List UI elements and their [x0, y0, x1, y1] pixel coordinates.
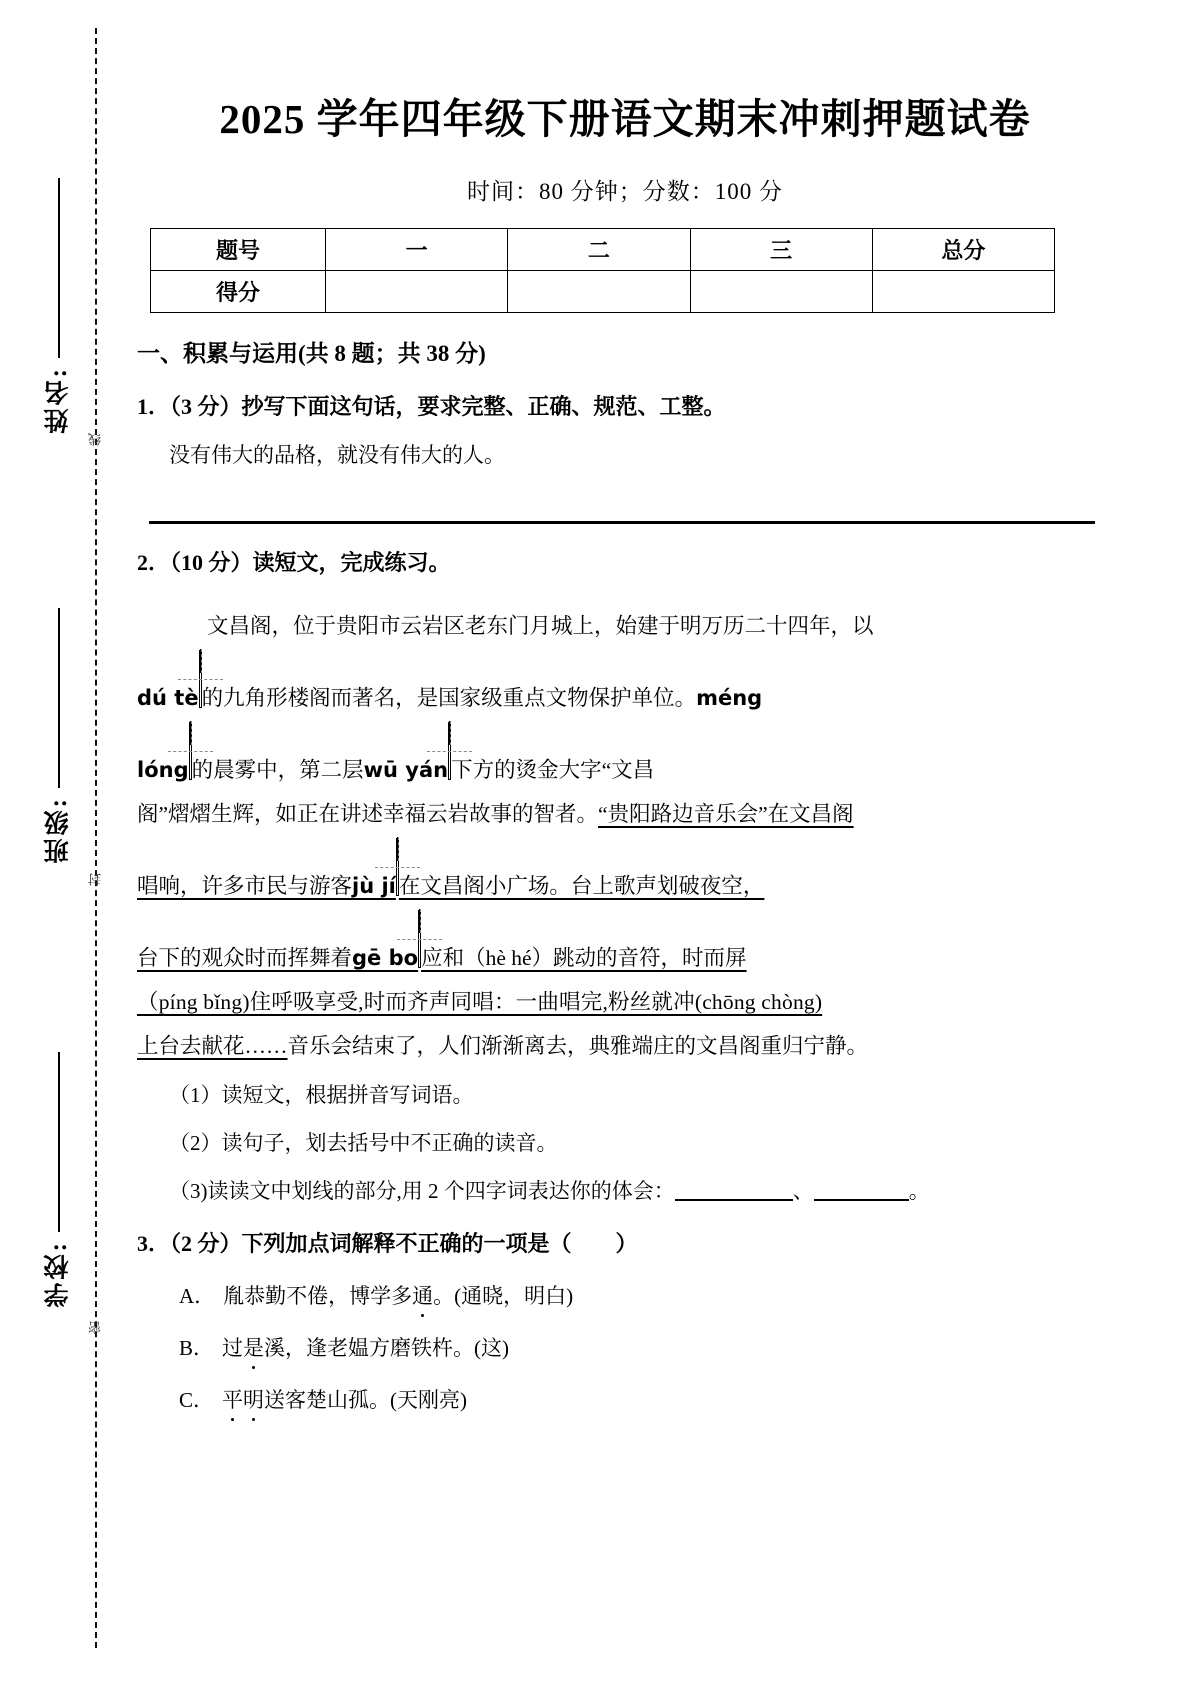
question-1-sentence: 没有伟大的品格，就没有伟大的人。 — [169, 443, 505, 467]
seal-char-xian: 线 — [88, 432, 103, 446]
pinyin-ju-ji: jù jí — [352, 874, 396, 898]
table-row — [151, 271, 1055, 313]
score-cell-1[interactable] — [508, 271, 690, 313]
passage-line-4 — [137, 789, 1107, 829]
passage-line-5 — [137, 833, 1107, 901]
passage-underlined-text: 应和（hè hé）跳动的音符，时而屏 — [421, 945, 747, 970]
question-2-sub-3 — [169, 1175, 1107, 1205]
option-a-pre: 胤恭勤不倦，博学多 — [223, 1284, 413, 1308]
score-col-header-1: 二 — [508, 229, 690, 271]
option-c-dotted-char-1: 平 — [222, 1384, 243, 1414]
score-col-header-3: 总分 — [872, 229, 1054, 271]
question-2-sub-2: （2）读句子，划去括号中不正确的读音。 — [169, 1131, 558, 1155]
score-cell-3[interactable] — [872, 271, 1054, 313]
pinyin-wu-yan: wū yán — [363, 758, 449, 782]
score-table — [150, 228, 1055, 313]
passage-underlined-text: 台下的观众时而挥舞着 — [137, 945, 353, 970]
passage-text: 音乐会结束了，人们渐渐离去，典雅端庄的文昌阁重归宁静。 — [287, 1033, 869, 1058]
sub3-period: 。 — [908, 1179, 930, 1203]
option-b-tag: B． — [179, 1336, 215, 1360]
option-c-tag: C． — [179, 1388, 215, 1412]
score-row-header-0: 题号 — [151, 229, 326, 271]
tianzige-grid-ge-bo[interactable] — [418, 910, 421, 968]
table-row — [151, 229, 1055, 271]
score-col-header-0: 一 — [326, 229, 508, 271]
passage-line-6 — [137, 905, 1107, 973]
option-c-dotted-char-2: 明 — [243, 1384, 264, 1414]
passage-line-7 — [137, 977, 1107, 1017]
tianzige-grid-meng-long[interactable] — [189, 722, 192, 780]
passage-underlined-text: 唱响，许多市民与游客 — [137, 873, 353, 898]
question-2-passage — [137, 601, 1107, 1061]
passage-text: 阁”熠熠生辉，如正在讲述幸福云岩故事的智者。 — [137, 801, 599, 826]
exam-sheet — [125, 0, 1125, 1684]
option-b[interactable] — [179, 1332, 1107, 1362]
option-a-dotted-word: 通 — [412, 1280, 433, 1310]
question-2-stem: 2．（10 分）读短文，完成练习。 — [137, 550, 451, 575]
section-one — [137, 335, 1107, 1414]
score-cell-2[interactable] — [690, 271, 872, 313]
seal-dashed-line — [95, 28, 97, 1648]
option-b-pre: 过 — [222, 1336, 244, 1360]
passage-text: 的九角形楼阁而著名，是国家级重点文物保护单位。 — [201, 685, 697, 710]
student-class-field[interactable] — [36, 608, 82, 863]
question-1-answer-rule[interactable] — [149, 521, 1095, 524]
question-1-stem: 1．（3 分）抄写下面这句话，要求完整、正确、规范、工整。 — [137, 394, 726, 419]
student-name-rule — [58, 178, 60, 358]
page-title: 2025 学年四年级下册语文期末冲刺押题试卷 — [219, 96, 1031, 142]
student-class-rule — [58, 608, 60, 788]
passage-line-8 — [137, 1021, 1107, 1061]
answer-blank-2[interactable] — [814, 1199, 909, 1201]
seal-char-mi: 密 — [88, 1320, 103, 1334]
tianzige-grid-ju-ji[interactable] — [396, 838, 399, 896]
option-c-post: 送客楚山孤。(天刚亮) — [264, 1388, 468, 1412]
question-2-sub-1: （1）读短文，根据拼音写词语。 — [169, 1083, 474, 1107]
question-2-sub-3-text: （3)读读文中划线的部分,用 2 个四字词表达你的体会： — [169, 1179, 675, 1203]
option-c[interactable] — [179, 1384, 1107, 1414]
seal-margin — [0, 0, 125, 1684]
student-school-label: 学校: — [45, 1240, 72, 1308]
passage-underlined-text: 上台去献花…… — [137, 1033, 288, 1058]
option-a[interactable] — [179, 1280, 1107, 1310]
pinyin-meng: méng — [696, 686, 763, 710]
passage-line-1 — [137, 601, 1107, 641]
paper-subtitle: 时间：80 分钟；分数：100 分 — [467, 179, 783, 204]
option-a-tag: A． — [179, 1284, 216, 1308]
option-b-dotted-word: 是 — [243, 1332, 264, 1362]
passage-underlined-text: 在文昌阁小广场。台上歌声划破夜空， — [398, 873, 765, 898]
student-school-rule — [58, 1052, 60, 1232]
student-school-field[interactable] — [36, 1052, 82, 1307]
pinyin-ge-bo: gē bo — [352, 946, 419, 970]
pinyin-du-te: dú tè — [137, 686, 199, 710]
passage-underlined-text: “贵阳路边音乐会”在文昌阁 — [598, 801, 854, 826]
tianzige-grid-wu-yan[interactable] — [448, 722, 451, 780]
student-name-field[interactable] — [36, 178, 82, 433]
section-one-heading: 一、积累与运用(共 8 题；共 38 分) — [137, 341, 486, 366]
tianzige-grid-du-te[interactable] — [199, 650, 202, 708]
score-col-header-2: 三 — [690, 229, 872, 271]
passage-underlined-text: （píng bǐng)住呼吸享受,时而齐声同唱：一曲唱完,粉丝就冲(chōng chòng) — [137, 989, 823, 1014]
passage-text: 下方的烫金大字“文昌 — [451, 757, 655, 782]
passage-text: 文昌阁，位于贵阳市云岩区老东门月城上，始建于明万历二十四年，以 — [207, 613, 874, 638]
option-a-post: 。(通晓，明白) — [433, 1284, 574, 1308]
score-cell-0[interactable] — [326, 271, 508, 313]
score-row-header-1: 得分 — [151, 271, 326, 313]
passage-line-3 — [137, 717, 1107, 785]
sub3-separator: 、 — [792, 1179, 814, 1203]
student-name-label: 姓名: — [45, 366, 72, 434]
answer-blank-1[interactable] — [675, 1199, 793, 1201]
student-class-label: 班级: — [45, 796, 72, 864]
question-3-stem: 3．（2 分）下列加点词解释不正确的一项是（ ） — [137, 1231, 638, 1256]
passage-text: 的晨雾中，第二层 — [191, 757, 364, 782]
seal-char-feng: 封 — [88, 872, 103, 886]
passage-line-2 — [137, 645, 1107, 713]
option-b-post: 溪，逢老媪方磨铁杵。(这) — [264, 1336, 510, 1360]
pinyin-long: lóng — [137, 758, 189, 782]
